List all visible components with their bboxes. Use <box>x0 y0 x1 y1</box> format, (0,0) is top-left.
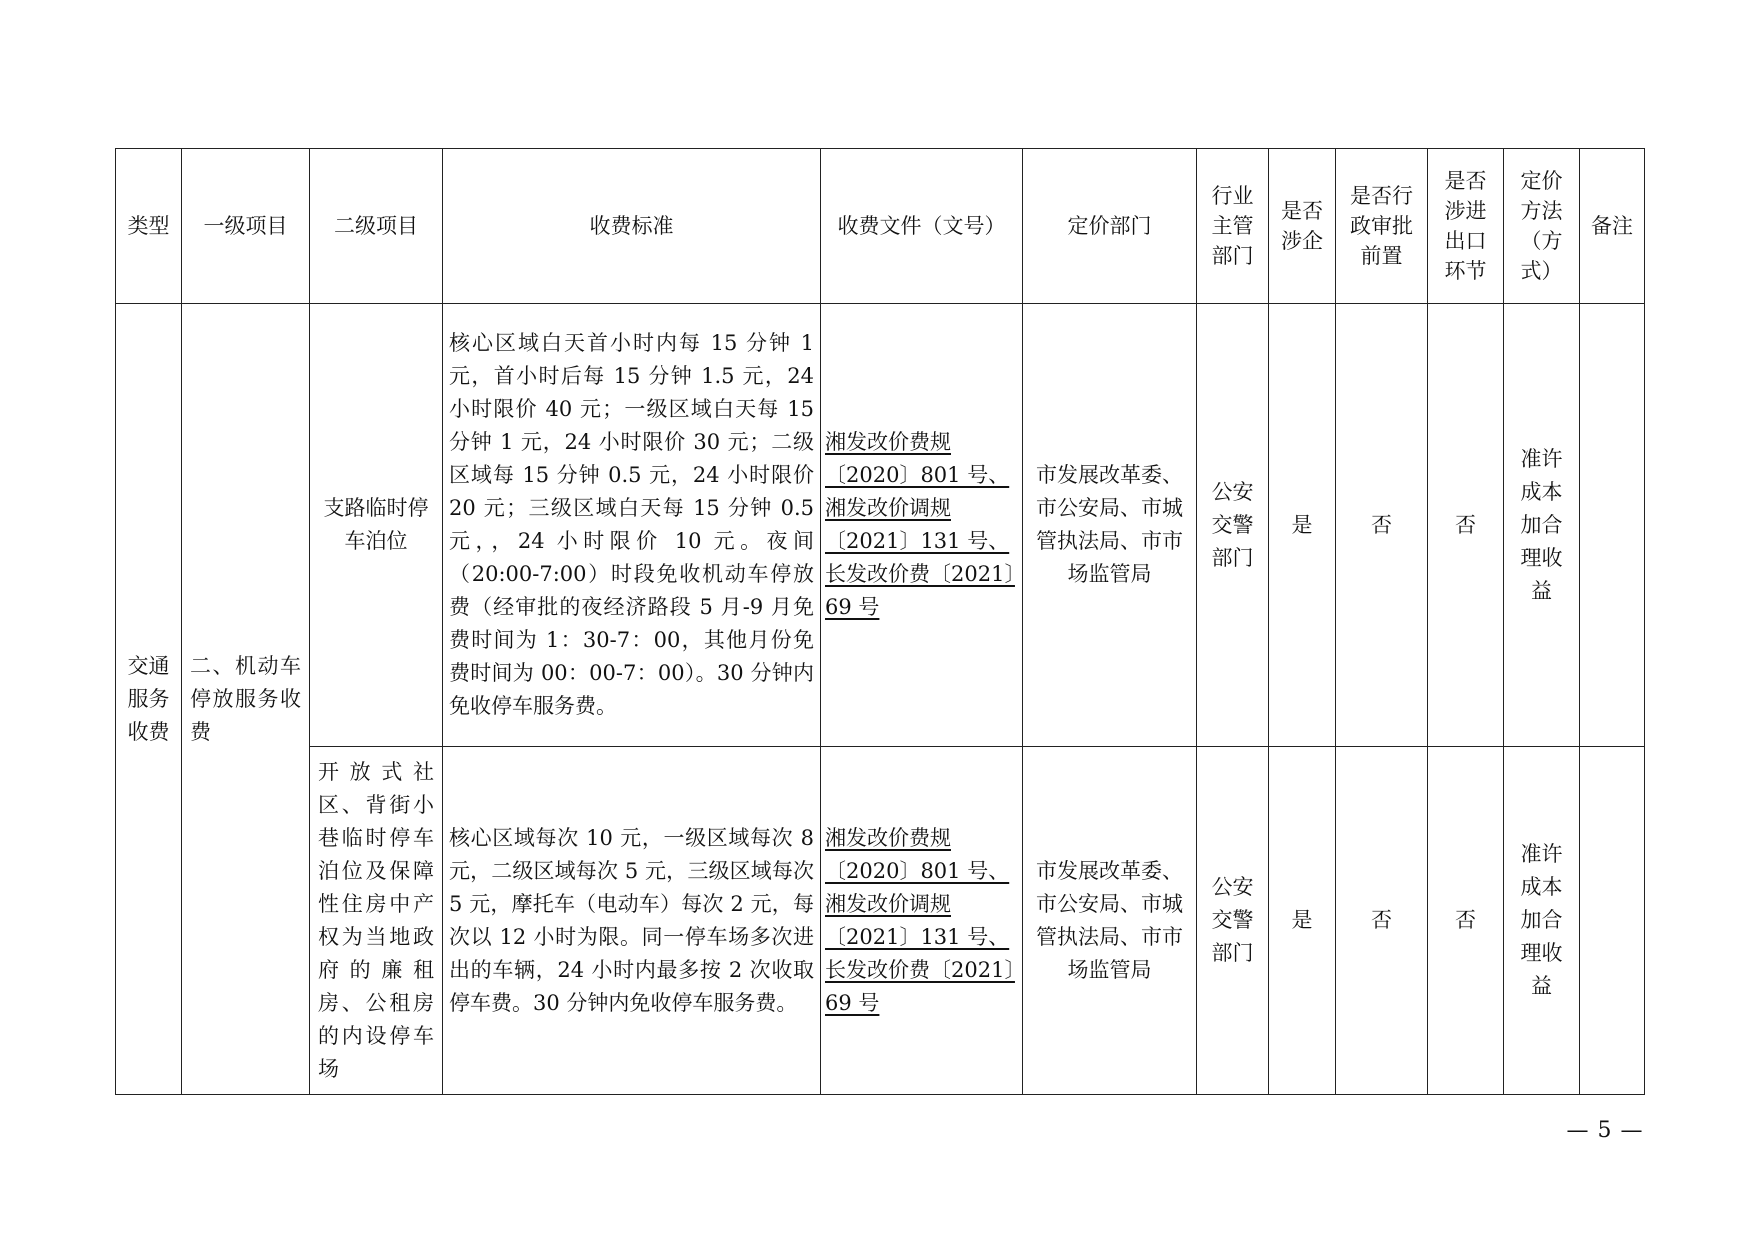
table-row <box>116 747 1645 1095</box>
header-type: 类型 <box>116 149 182 304</box>
industry-dept-cell: 公安交警部门 <box>1197 304 1269 747</box>
fee-file-cell <box>821 747 1023 1095</box>
admin-approval-cell: 否 <box>1336 304 1428 747</box>
industry-dept-cell: 公安交警部门 <box>1197 747 1269 1095</box>
header-pricing-dept: 定价部门 <box>1023 149 1197 304</box>
involves-enterprise-cell: 是 <box>1269 747 1336 1095</box>
fee-file-link[interactable]: 湘发改价费规〔2020〕801 号、湘发改价调规〔2021〕131 号、长发改价费〔2021〕69 号 <box>825 430 1015 619</box>
header-admin-approval: 是否行政审批前置 <box>1336 149 1428 304</box>
level1-item-cell: 二、机动车停放服务收费 <box>182 304 310 1095</box>
involves-enterprise-cell: 是 <box>1269 304 1336 747</box>
remarks-cell <box>1580 304 1645 747</box>
header-pricing-method: 定价方法（方式） <box>1504 149 1580 304</box>
level2-item-cell: 支路临时停车泊位 <box>310 304 443 747</box>
import-export-cell: 否 <box>1428 304 1504 747</box>
header-fee-file: 收费文件（文号） <box>821 149 1023 304</box>
header-level1-item: 一级项目 <box>182 149 310 304</box>
fee-table <box>115 148 1645 1095</box>
header-involves-enterprise: 是否涉企 <box>1269 149 1336 304</box>
pricing-method-cell: 准许成本加合理收益 <box>1504 304 1580 747</box>
pricing-method-cell: 准许成本加合理收益 <box>1504 747 1580 1095</box>
fee-standard-cell: 核心区域白天首小时内每 15 分钟 1 元，首小时后每 15 分钟 1.5 元，24 小时限价 40 元；一级区域白天每 15 分钟 1 元，24 小时限价 30 元；二级区域每 15 分钟 0.5 元，24 小时限价 20 元；三级区域白天每 15 分钟 0.5 元，，24 小时限价 10 元。夜间（20:00-7:00）时段免收机动车停放费（经审批的夜经济路段 5 月-9 月免费时间为 1：30-7：00，其他月份免费时间为 00：00-7：00）。30 分钟内免收停车服务费。 <box>443 304 821 747</box>
table-row <box>116 304 1645 747</box>
page-number: — 5 — <box>1566 1118 1644 1143</box>
pricing-dept-cell: 市发展改革委、市公安局、市城管执法局、市市场监管局 <box>1023 747 1197 1095</box>
fee-file-cell <box>821 304 1023 747</box>
level2-item-cell: 开放式社区、背街小巷临时停车泊位及保障性住房中产权为当地政府的廉租房、公租房的内设停车场 <box>310 747 443 1095</box>
pricing-dept-cell: 市发展改革委、市公安局、市城管执法局、市市场监管局 <box>1023 304 1197 747</box>
header-fee-standard: 收费标准 <box>443 149 821 304</box>
admin-approval-cell: 否 <box>1336 747 1428 1095</box>
header-import-export: 是否涉进出口环节 <box>1428 149 1504 304</box>
category-cell: 交通服务收费 <box>116 304 182 1095</box>
fee-standard-cell: 核心区域每次 10 元，一级区域每次 8 元，二级区域每次 5 元，三级区域每次 5 元，摩托车（电动车）每次 2 元，每次以 12 小时为限。同一停车场多次进出的车辆，24 小时内最多按 2 次收取停车费。30 分钟内免收停车服务费。 <box>443 747 821 1095</box>
table-header-row <box>116 149 1645 304</box>
header-industry-dept: 行业主管部门 <box>1197 149 1269 304</box>
header-remarks: 备注 <box>1580 149 1645 304</box>
header-level2-item: 二级项目 <box>310 149 443 304</box>
import-export-cell: 否 <box>1428 747 1504 1095</box>
fee-file-link[interactable]: 湘发改价费规〔2020〕801 号、湘发改价调规〔2021〕131 号、长发改价费〔2021〕69 号 <box>825 825 1015 1015</box>
remarks-cell <box>1580 747 1645 1095</box>
